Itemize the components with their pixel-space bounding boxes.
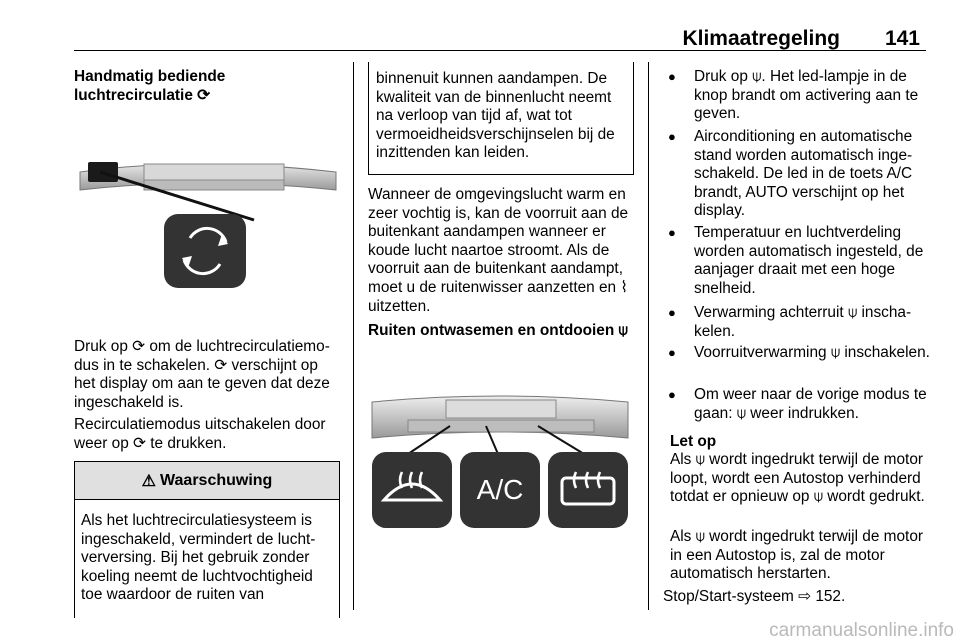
- note-paragraph-1: Als ⍦ wordt ingedrukt terwijl de motor loopt, wordt een Autostop verhinderd totdat er opnieuw op ⍦ wordt gedrukt.: [670, 451, 925, 506]
- bullet-dot: ●: [668, 345, 676, 360]
- recirculation-figure: [74, 150, 342, 300]
- windscreen-defrost-icon: [372, 452, 452, 528]
- list-item-text: Druk op ⍦. Het led-lampje in de knop brandt om activering aan te geven.: [694, 68, 919, 123]
- paragraph-recirc-on: Druk op ⟳ om de luchtrecirculatiemodus in te schakelen. ⟳ verschijnt op het display om aan te geven dat deze ingeschakeld is.: [74, 338, 330, 411]
- header-rule: [74, 50, 926, 51]
- list-item-text: Verwarming achterruit ⍦ inschakelen.: [694, 304, 912, 340]
- rear-window-heater-icon: [548, 452, 628, 528]
- list-item-text: Airconditioning en automatische stand worden automatisch ingeschakeld. De led in de toets A/C brandt, AUTO verschijnt op het display.: [694, 128, 913, 220]
- warning-header: [75, 462, 339, 500]
- note-paragraph-2: Als ⍦ wordt ingedrukt terwijl de motor in een Autostop is, zal de motor automatisch herstarten.: [670, 528, 924, 583]
- warning-box: [74, 461, 340, 618]
- warning-continuation-box: [368, 62, 634, 175]
- list-item-text: Voorruitverwarming ⍦ inschakelen.: [694, 344, 930, 361]
- warning-text: Als het luchtrecirculatiesysteem is ingeschakeld, vermindert de luchtverversing. Bij het gebruik zonder koeling neemt de luchtvochtigheid toe waardoor de ruiten van: [81, 512, 316, 604]
- paragraph-condensation: Wanneer de omgevingslucht warm en zeer vochtig is, kan de voorruit aan de buitenkant aandampen wanneer er koude lucht naartoe stroomt. Als de voorruit aan de buitenkant aandampt, moet u de ruitenwisser aanzetten en ⌇ uitzetten.: [368, 186, 629, 315]
- watermark-text: carmanualsonline.info: [769, 620, 954, 641]
- heading-defog: Ruiten ontwasemen en ontdooien ⍦: [368, 322, 628, 339]
- section-title: Klimaatregeling: [682, 27, 840, 50]
- column-divider-1: [353, 62, 354, 610]
- heading-recirculation: Handmatig bediende luchtrecirculatie ⟳: [74, 68, 226, 104]
- paragraph-recirc-off: Recirculatiemodus uitschakelen door weer op ⟳ te drukken.: [74, 416, 326, 452]
- bullet-dot: ●: [668, 305, 676, 320]
- note-heading: Let op: [670, 433, 717, 450]
- column-divider-2: [648, 62, 649, 610]
- list-item-text: Temperatuur en luchtverdeling worden automatisch ingesteld, de aanjager draait met een hoge snelheid.: [694, 224, 924, 297]
- bullet-dot: ●: [668, 225, 676, 240]
- bullet-dot: ●: [668, 69, 676, 84]
- bullet-dot: ●: [668, 129, 676, 144]
- list-item-text: Om weer naar de vorige modus te gaan: ⍦ weer indrukken.: [694, 386, 927, 422]
- cross-reference-link[interactable]: Stop/Start-systeem ⇨ 152.: [663, 588, 846, 605]
- warning-title: Waarschuwing: [160, 471, 273, 489]
- warning-icon: ⚠: [141, 472, 157, 490]
- page-number: 141: [884, 27, 920, 50]
- bullet-dot: ●: [668, 387, 676, 402]
- ac-button-label: A/C: [476, 474, 524, 505]
- warning-continuation-text: binnenuit kunnen aandampen. De kwaliteit van de binnenlucht neemt na verloop van tijd af, wat tot vermoeidheidsverschijnselen bij de inzittenden kan leiden.: [376, 70, 615, 162]
